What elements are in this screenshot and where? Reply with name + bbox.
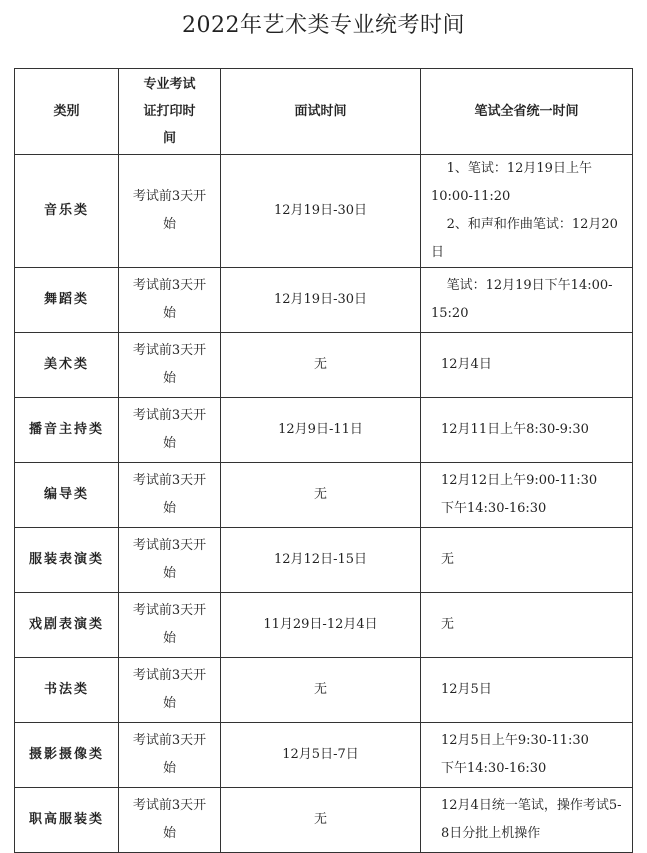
header-category: 类别 <box>15 69 119 155</box>
page-title: 2022年艺术类专业统考时间 <box>182 13 465 38</box>
interview-time-cell: 12月9日-11日 <box>221 398 421 463</box>
table-row <box>15 268 633 333</box>
interview-time-cell: 12月19日-30日 <box>221 268 421 333</box>
print-time-cell: 考试前3天开始 <box>119 463 221 528</box>
interview-time-cell: 12月19日-30日 <box>221 155 421 268</box>
written-time-line: 下午14:30-16:30 <box>441 501 547 516</box>
category-cell: 播音主持类 <box>15 398 119 463</box>
category-cell: 美术类 <box>15 333 119 398</box>
written-time-cell <box>421 528 633 593</box>
written-time-line: 笔试：12月19日下午14:00-15:20 <box>431 278 613 321</box>
interview-time-cell: 无 <box>221 333 421 398</box>
header-interview: 面试时间 <box>221 69 421 155</box>
print-time-cell: 考试前3天开始 <box>119 723 221 788</box>
written-time-cell <box>421 788 633 853</box>
print-time-cell: 考试前3天开始 <box>119 788 221 853</box>
table-row <box>15 788 633 853</box>
written-time-line: 无 <box>441 552 455 567</box>
print-time-cell: 考试前3天开始 <box>119 658 221 723</box>
table-row <box>15 593 633 658</box>
print-time-cell: 考试前3天开始 <box>119 155 221 268</box>
written-time-cell <box>421 268 633 333</box>
print-time-cell: 考试前3天开始 <box>119 528 221 593</box>
written-time-cell <box>421 333 633 398</box>
table-row <box>15 398 633 463</box>
print-time-cell: 考试前3天开始 <box>119 593 221 658</box>
written-time-line: 下午14:30-16:30 <box>441 761 547 776</box>
written-time-line: 12月4日统一笔试，操作考试5-8日分批上机操作 <box>441 798 622 841</box>
written-time-cell <box>421 155 633 268</box>
print-time-cell: 考试前3天开始 <box>119 333 221 398</box>
interview-time-cell: 12月12日-15日 <box>221 528 421 593</box>
table-row <box>15 723 633 788</box>
written-time-line: 12月4日 <box>441 357 492 372</box>
category-cell: 舞蹈类 <box>15 268 119 333</box>
interview-time-cell: 12月5日-7日 <box>221 723 421 788</box>
category-cell: 戏剧表演类 <box>15 593 119 658</box>
written-time-cell <box>421 398 633 463</box>
table-row <box>15 333 633 398</box>
interview-time-cell: 无 <box>221 658 421 723</box>
written-time-line: 12月5日 <box>441 682 492 697</box>
interview-time-cell: 无 <box>221 463 421 528</box>
table-header-row <box>15 69 633 155</box>
table-row <box>15 155 633 268</box>
written-time-cell <box>421 723 633 788</box>
print-time-cell: 考试前3天开始 <box>119 398 221 463</box>
category-cell: 摄影摄像类 <box>15 723 119 788</box>
interview-time-cell: 无 <box>221 788 421 853</box>
table-row <box>15 463 633 528</box>
written-time-line: 2、和声和作曲笔试：12月20日 <box>431 217 618 260</box>
print-time-cell: 考试前3天开始 <box>119 268 221 333</box>
interview-time-cell: 11月29日-12月4日 <box>221 593 421 658</box>
category-cell: 服装表演类 <box>15 528 119 593</box>
table-row <box>15 528 633 593</box>
written-time-line: 无 <box>441 617 455 632</box>
written-time-cell <box>421 463 633 528</box>
written-time-line: 12月5日上午9:30-11:30 <box>441 733 589 748</box>
header-print-time: 专业考试证打印时间 <box>119 69 221 155</box>
table-row <box>15 658 633 723</box>
written-time-cell <box>421 593 633 658</box>
category-cell: 编导类 <box>15 463 119 528</box>
category-cell: 音乐类 <box>15 155 119 268</box>
header-written: 笔试全省统一时间 <box>421 69 633 155</box>
written-time-line: 12月11日上午8:30-9:30 <box>441 422 589 437</box>
written-time-line: 1、笔试：12月19日上午10:00-11:20 <box>431 161 592 204</box>
written-time-line: 12月12日上午9:00-11:30 <box>441 473 598 488</box>
category-cell: 职高服装类 <box>15 788 119 853</box>
written-time-cell <box>421 658 633 723</box>
category-cell: 书法类 <box>15 658 119 723</box>
exam-schedule-table <box>14 68 633 853</box>
